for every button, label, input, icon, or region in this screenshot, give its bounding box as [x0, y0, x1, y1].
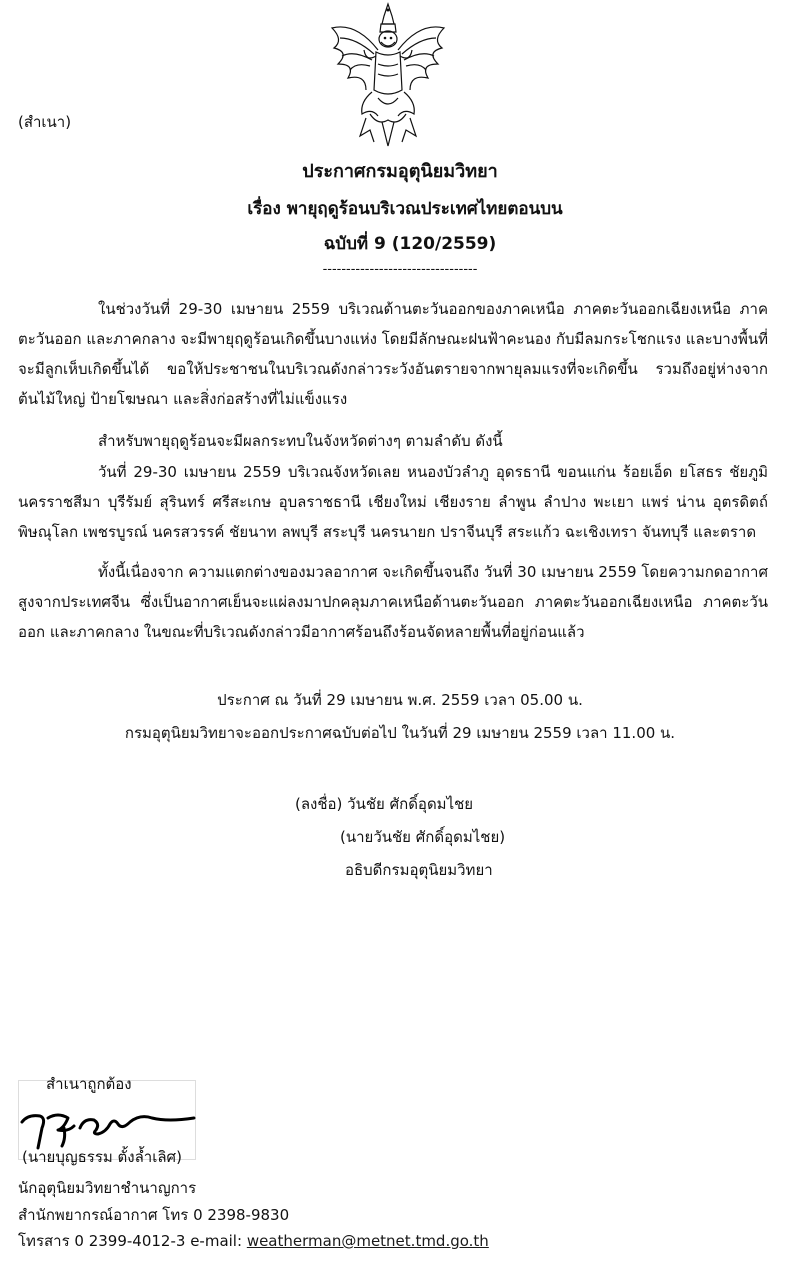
fax-label: โทรสาร 0 2399-4012-3 e-mail: [18, 1232, 247, 1250]
announcement-title: ประกาศกรมอุตุนิยมวิทยา [302, 161, 498, 182]
office-phone: สำนักพยากรณ์อากาศ โทร 0 2398-9830 [18, 1206, 290, 1224]
certifier-name: (นายบุญธรรม ตั้งล้ำเลิศ) [22, 1148, 182, 1166]
certified-copy-label: สำเนาถูกต้อง [46, 1075, 132, 1093]
fax-email-line [18, 1229, 489, 1253]
divider: --------------------------------- [322, 262, 478, 277]
issued-datetime: ประกาศ ณ วันที่ 29 เมษายน พ.ศ. 2559 เวลา 05.00 น. [217, 691, 583, 709]
announcement-subject: เรื่อง พายุฤดูร้อนบริเวณประเทศไทยตอนบน [247, 199, 563, 219]
email-link[interactable]: weatherman@metnet.tmd.go.th [246, 1232, 489, 1250]
signatory-name: (นายวันชัย ศักดิ์อุดมไชย) [340, 828, 506, 846]
signature-line: (ลงชื่อ) วันชัย ศักดิ์อุดมไชย [295, 795, 474, 813]
body-paragraph-3: วันที่ 29-30 เมษายน 2559 บริเวณจังหวัดเลย หนองบัวลำภู อุดรธานี ขอนแก่น ร้อยเอ็ด ยโสธร ชัยภูมิ นครราชสีมา บุรีรัมย์ สุรินทร์ ศรีสะเกษ อุบลราชธานี เชียงใหม่ เชียงราย ลำพูน ลำปาง พะเยา แพร่ น่าน อุตรดิตถ์ พิษณุโลก เพชรบูรณ์ นครสวรรค์ ชัยนาท ลพบุรี สระบุรี นครนายก ปราจีนบุรี สระแก้ว ฉะเชิงเทรา จันทบุรี และตราด [18, 463, 768, 541]
copy-mark: (สำเนา) [18, 113, 72, 131]
signatory-position: อธิบดีกรมอุตุนิยมวิทยา [345, 861, 493, 879]
next-issue-notice: กรมอุตุนิยมวิทยาจะออกประกาศฉบับต่อไป ในวันที่ 29 เมษายน 2559 เวลา 11.00 น. [124, 724, 676, 742]
body-paragraph-4: ทั้งนี้เนื่องจาก ความแตกต่างของมวลอากาศ จะเกิดขึ้นจนถึง วันที่ 30 เมษายน 2559 โดยความกดอากาศสูงจากประเทศจีน ซึ่งเป็นอากาศเย็นจะแผ่ลงมาปกคลุมภาคเหนือด้านตะวันออก ภาคตะวันออกเฉียงเหนือ ภาคตะวันออก และภาคกลาง ในขณะที่บริเวณดังกล่าวมีอากาศร้อนถึงร้อนจัดหลายพื้นที่อยู่ก่อนแล้ว [18, 563, 768, 641]
garuda-emblem [326, 2, 450, 148]
certifier-position: นักอุตุนิยมวิทยาชำนาญการ [18, 1179, 197, 1197]
body-paragraph-1: ในช่วงวันที่ 29-30 เมษายน 2559 บริเวณด้านตะวันออกของภาคเหนือ ภาคตะวันออกเฉียงเหนือ ภาคตะวันออก และภาคกลาง จะมีพายุฤดูร้อนเกิดขึ้นบางแห่ง โดยมีลักษณะฝนฟ้าคะนอง กับมีลมกระโชกแรง และบางพื้นที่จะมีลูกเห็บเกิดขึ้นได้ ขอให้ประชาชนในบริเวณดังกล่าวระวังอันตรายจากพายุลมแรงที่จะเกิดขึ้น รวมถึงอยู่ห่างจากต้นไม้ใหญ่ ป้ายโฆษณา และสิ่งก่อสร้างที่ไม่แข็งแรง [18, 300, 768, 408]
body-paragraph-2: สำหรับพายุฤดูร้อนจะมีผลกระทบในจังหวัดต่างๆ ตามลำดับ ดังนี้ [98, 432, 503, 450]
announcement-issue: ฉบับที่ 9 (120/2559) [323, 234, 497, 254]
